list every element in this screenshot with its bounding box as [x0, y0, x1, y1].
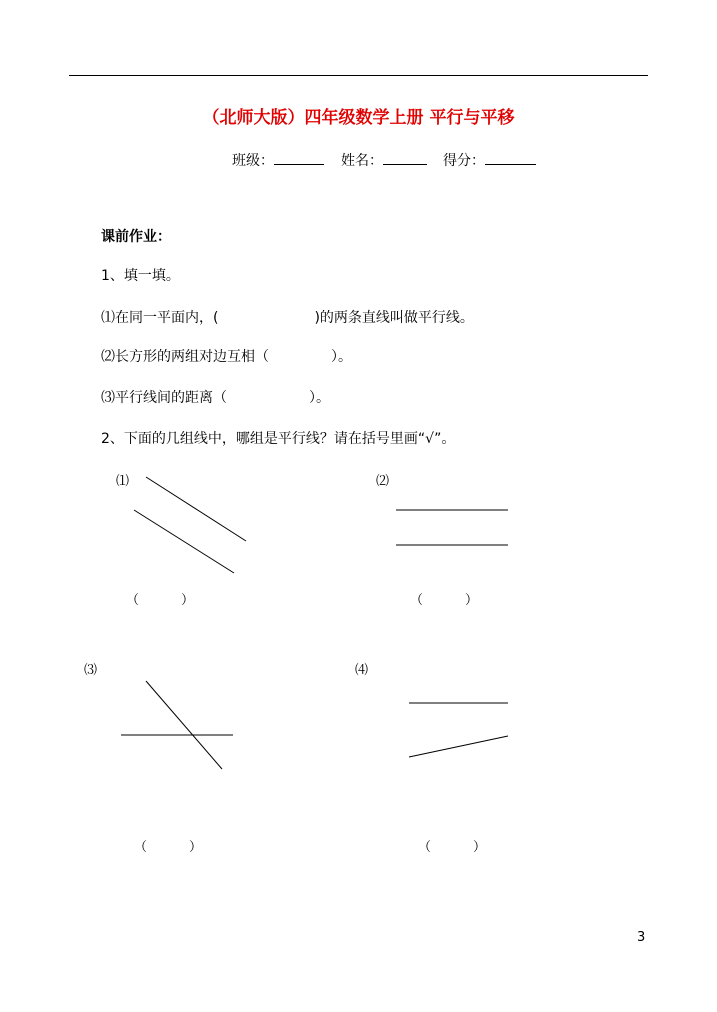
q1-item2-before: ⑵长方形的两组对边互相（ — [101, 349, 269, 365]
fig3-answer[interactable] — [134, 836, 202, 855]
fig3-paren-close: ） — [189, 840, 203, 855]
q1-item2-after: ）。 — [331, 349, 352, 365]
fig4-paren-open: （ — [418, 840, 432, 855]
q1-item1-after: )的两条直线叫做平行线。 — [314, 310, 474, 326]
fig3-label: ⑶ — [84, 663, 98, 678]
q2-title: 2、下面的几组线中，哪组是平行线？请在括号里画“√”。 — [101, 431, 456, 447]
page-number: 3 — [637, 930, 646, 945]
score-label: 得分： — [443, 153, 485, 169]
fig1-paren-open: （ — [126, 593, 140, 608]
fig1-label: ⑴ — [116, 474, 130, 489]
fig4-label: ⑷ — [355, 663, 369, 678]
fig1-line-b — [134, 510, 234, 573]
class-label: 班级： — [232, 153, 274, 169]
q1-item3-after: ）。 — [309, 390, 330, 406]
q1-title: 1、填一填。 — [101, 268, 180, 284]
q1-item1-before: ⑴在同一平面内，( — [101, 310, 219, 326]
section-heading: 课前作业： — [101, 229, 171, 245]
fig1-answer[interactable] — [126, 589, 194, 608]
fig4-answer[interactable] — [418, 836, 486, 855]
fig1-paren-close: ） — [181, 593, 195, 608]
fig2-answer[interactable] — [410, 589, 478, 608]
page-title: （北师大版）四年级数学上册 平行与平移 — [202, 108, 515, 128]
fig2-label: ⑵ — [376, 474, 390, 489]
fig1-line-a — [146, 477, 246, 541]
fig3-paren-open: （ — [134, 840, 148, 855]
fig3-line-a — [146, 681, 222, 769]
fig2-paren-close: ） — [465, 593, 479, 608]
name-label: 姓名： — [341, 153, 383, 169]
fig2-paren-open: （ — [410, 593, 424, 608]
fig4-line-b — [409, 736, 508, 757]
fig4-paren-close: ） — [473, 840, 487, 855]
q1-item3-before: ⑶平行线间的距离（ — [101, 390, 227, 406]
